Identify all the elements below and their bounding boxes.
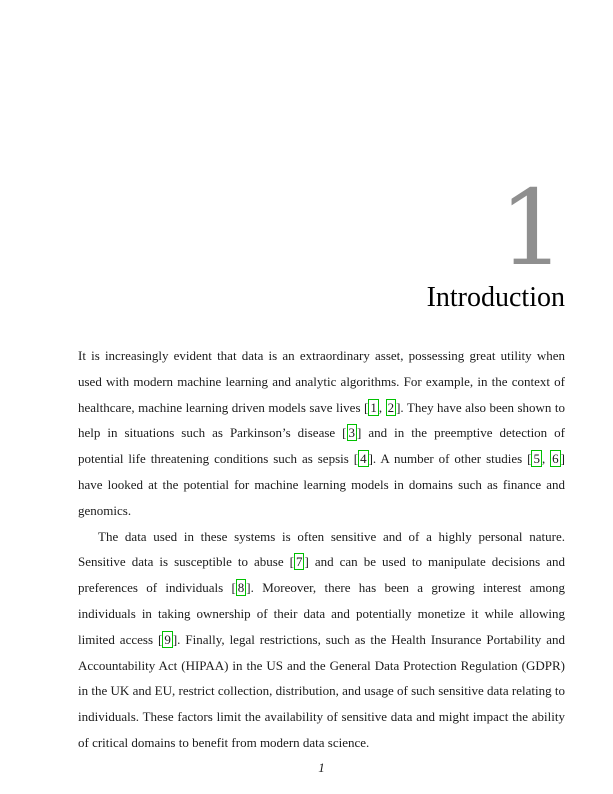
body-text-segment: , (378, 399, 386, 415)
citation-link[interactable]: 9 (164, 631, 171, 647)
body-text-segment: ] and in the preemptive detection of potential life threatening conditions such as sepsis [ (78, 425, 566, 467)
chapter-number: 1 (498, 167, 565, 289)
citation-link[interactable]: 1 (370, 399, 377, 415)
body-text (78, 343, 565, 756)
body-text-segment: , (541, 451, 551, 467)
citation-link[interactable]: 8 (237, 580, 245, 596)
body-text-segment: ] have looked at the potential for machine learning models in domains such as finance and genomics. (78, 451, 566, 518)
chapter-title: Introduction (426, 282, 565, 314)
body-text-segment: It is increasingly evident that data is an extraordinary asset, possessing great utility when used with modern machine learning and analytic algorithms. For example, in the context of healthcare, machine learning driven models save lives [ (78, 348, 565, 415)
body-text-segment: The data used in these systems is often sensitive and of a highly personal nature. Sensitive data is susceptible to abuse [ (78, 528, 565, 570)
citation-link[interactable]: 4 (360, 451, 367, 467)
paragraph (78, 343, 565, 524)
citation-link[interactable]: 5 (533, 451, 540, 467)
body-text-segment: ]. A number of other studies [ (368, 451, 532, 467)
citation-link[interactable]: 7 (295, 554, 303, 570)
citation-link[interactable]: 3 (348, 425, 355, 441)
citation-link[interactable]: 6 (552, 451, 559, 467)
chapter-heading (426, 167, 565, 314)
page-footer (78, 760, 565, 776)
paragraph (78, 524, 565, 756)
page-number: 1 (318, 760, 325, 775)
body-text-segment: ] and can be used to manipulate decisions and preferences of individuals [ (78, 554, 565, 596)
citation-link[interactable]: 2 (387, 399, 395, 415)
body-text-segment: ]. They have also been shown to help in situations such as Parkinson’s disease [ (78, 399, 566, 441)
body-text-segment: ]. Moreover, there has been a growing interest among individuals in taking ownership of their data and potentially monetize it while allowing limited access [ (78, 580, 565, 647)
body-text-segment: ]. Finally, legal restrictions, such as the Health Insurance Portability and Accountability Act (HIPAA) in the US and the General Data Protection Regulation (GDPR) in the UK and EU, restrict collection, distribution, and usage of such sensitive data relating to individuals. These factors limit the availability of sensitive data and might impact the ability of critical domains to benefit from modern data science. (78, 631, 566, 750)
